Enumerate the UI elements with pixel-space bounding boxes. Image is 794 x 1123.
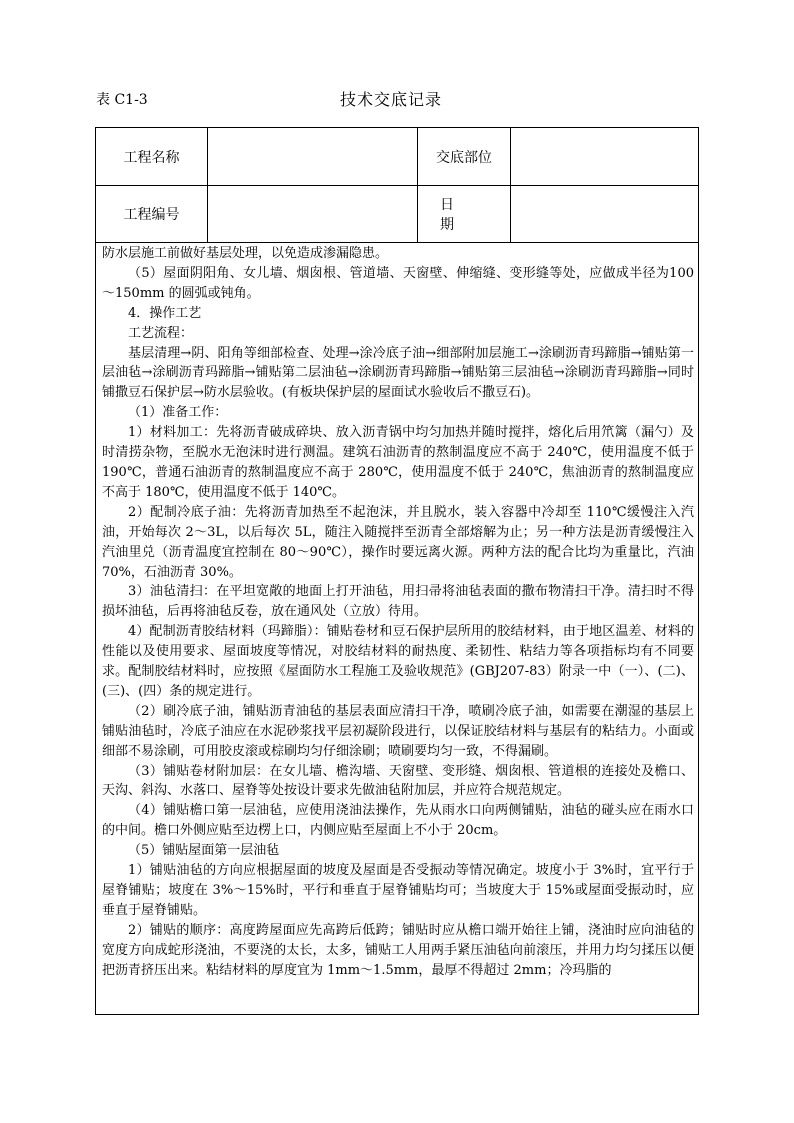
paragraph: 3）油毡清扫：在平坦宽敞的地面上打开油毡，用扫帚将油毡表面的撒布物清扫干净。清扫时不得损坏油毡，后再将油毡反卷，放在通风处（立放）待用。: [102, 584, 694, 620]
paragraph: 1）铺贴油毡的方向应根据屋面的坡度及屋面是否受振动等情况确定。坡度小于 3%时，宜平行于屋脊铺贴；坡度在 3%～15%时，平行和垂直于屋脊铺贴均可；当坡度大于 15%或屋面受振动时，应垂直于屋脊铺贴。: [102, 863, 694, 918]
record-form: [95, 127, 699, 1015]
date-field[interactable]: [511, 185, 698, 242]
paragraph: （1）准备工作：: [128, 405, 228, 421]
header-row-2: [96, 185, 698, 243]
date-label-text: 日 期: [440, 196, 476, 233]
project-no-field[interactable]: [208, 185, 418, 242]
handover-dept-field[interactable]: [511, 128, 698, 185]
form-number: 表 C1-3: [96, 92, 148, 108]
paragraph: 防水层施工前做好基层处理，以免造成渗漏隐患。: [102, 246, 389, 261]
paragraph: 1）材料加工：先将沥青破成碎块、放入沥青锅中均匀加热并随时搅拌，熔化后用笊篱（漏勺）及时清捞杂物，至脱水无泡沫时进行测温。建筑石油沥青的熬制温度应不高于 240℃，使用温度不低于 190℃，普通石油沥青的熬制温度应不高于 280℃，使用温度不低于 240℃，焦油沥青的熬制温度应不高于 180℃，使用温度不低于 140℃。: [102, 425, 694, 500]
paragraph: 4）配制沥青胶结材料（玛蹄脂）：铺贴卷材和豆石保护层所用的胶结材料，由于地区温差、材料的性能以及使用要求、屋面坡度等情况，对胶结材料的耐热度、柔韧性、粘结力等各项指标均有不同要求。配制胶结材料时，应按照《屋面防水工程施工及验收规范》(GBJ207-83）附录一中（一）、(二)、(三)、(四）条的规定进行。: [102, 624, 694, 699]
section-heading: 4．操作工艺: [128, 305, 202, 321]
paragraph: 工艺流程：: [128, 325, 194, 341]
project-name-label: 工程名称: [96, 128, 208, 185]
paragraph: 2）配制冷底子油：先将沥青加热至不起泡沫，并且脱水，装入容器中冷却至 110℃缓慢注入汽油，开始每次 2～3L，以后每次 5L，随注入随搅拌至沥青全部熔解为止；另一种方法是沥青缓慢注入汽油里兑（沥青温度宜控制在 80～90℃），操作时要远离火源。两种方法的配合比均为重量比，汽油 70%，石油沥青 30%。: [102, 504, 694, 580]
paragraph: （5）铺贴屋面第一层油毡: [128, 843, 280, 859]
project-name-field[interactable]: [208, 128, 418, 185]
document-title: 技术交底记录: [340, 90, 443, 109]
paragraph: （5）屋面阴阳角、女儿墙、烟囱根、管道墙、天窗壁、伸缩缝、变形缝等处，应做成半径为100～150mm 的圆弧或钝角。: [102, 265, 694, 301]
project-no-label: 工程编号: [96, 185, 208, 242]
handover-dept-label: 交底部位: [418, 128, 511, 185]
paragraph: 基层清理→阴、阳角等细部检查、处理→涂冷底子油→细部附加层施工→涂刷沥青玛蹄脂→铺贴第一层油毡→涂刷沥青玛蹄脂→铺贴第二层油毡→涂刷沥青玛蹄脂→铺贴第三层油毡→涂刷沥青玛蹄脂→同时铺撒豆石保护层→防水层验收。(有板块保护层的屋面试水验收后不撒豆石)。: [102, 345, 694, 401]
paragraph: 2）铺贴的顺序：高度跨屋面应先高跨后低跨；铺贴时应从檐口端开始往上铺，浇油时应向油毡的宽度方向成蛇形浇油，不要浇的太长，太多，铺贴工人用两手紧压油毡向前滚压，并用力均匀揉压以便把沥青挤压出来。粘结材料的厚度宜为 1mm～1.5mm，最厚不得超过 2mm；冷玛脂的: [102, 922, 694, 978]
date-label: [418, 185, 511, 242]
paragraph: （3）铺贴卷材附加层：在女儿墙、檐沟墙、天窗壁、变形缝、烟囱根、管道根的连接处及檐口、天沟、斜沟、水落口、屋脊等处按设计要求先做油毡附加层，并应符合规范规定。: [102, 763, 694, 799]
paragraph: （2）刷冷底子油，铺贴沥青油毡的基层表面应清扫干净，喷刷冷底子油，如需要在潮湿的基层上铺贴油毡时，冷底子油应在水泥砂浆找平层初凝阶段进行，以保证胶结材料与基层有的粘结力。小面或细部不易涂刷，可用胶皮滚或棕刷均匀仔细涂刷；喷刷要均匀一致，不得漏刷。: [102, 703, 694, 759]
header-row-1: [96, 128, 698, 186]
paragraph: （4）铺贴檐口第一层油毡，应使用浇油法操作，先从雨水口向两侧铺贴，油毡的碰头应在雨水口的中间。檐口外侧应贴至边楞上口，内侧应贴至屋面上不小于 20cm。: [102, 803, 694, 839]
handover-content: [102, 244, 694, 981]
